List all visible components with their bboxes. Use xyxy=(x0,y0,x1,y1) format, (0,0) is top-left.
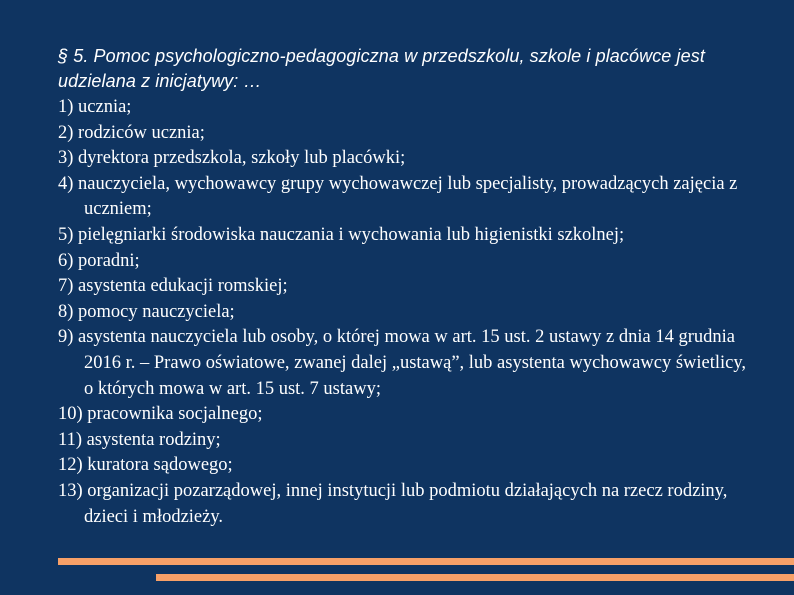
slide-content xyxy=(58,44,758,530)
list-item: 10) pracownika socjalnego; xyxy=(58,404,263,425)
list-item: 3) dyrektora przedszkola, szkoły lub placówki; xyxy=(58,148,406,169)
list-item: 2) rodziców ucznia; xyxy=(58,122,205,143)
accent-bar-bottom xyxy=(156,574,794,581)
list-item: 7) asystenta edukacji romskiej; xyxy=(58,276,288,297)
list-item: 6) poradni; xyxy=(58,250,140,271)
list-item: 9) asystenta nauczyciela lub osoby, o której mowa w art. 15 ust. 2 ustawy z dnia 14 grudnia 2016 r. – Prawo oświatowe, zwanej dalej „ustawą”, lub asystenta wychowawcy świetlicy, o których mowa w art. 15 ust. 7 ustawy; xyxy=(58,327,747,399)
accent-bar-top xyxy=(58,558,794,565)
list-item: 12) kuratora sądowego; xyxy=(58,455,233,476)
list-item: 5) pielęgniarki środowiska nauczania i wychowania lub higienistki szkolnej; xyxy=(58,224,625,245)
list-item: 4) nauczyciela, wychowawcy grupy wychowawczej lub specjalisty, prowadzących zajęcia z uczniem; xyxy=(58,173,738,220)
list-item: 1) ucznia; xyxy=(58,97,132,117)
list-item: 11) asystenta rodziny; xyxy=(58,429,221,450)
list-item: 13) organizacji pozarządowej, innej instytucji lub podmiotu działających na rzecz rodziny, dzieci i młodzieży. xyxy=(58,480,728,527)
list-item: 8) pomocy nauczyciela; xyxy=(58,301,235,322)
slide-heading: § 5. Pomoc psychologiczno-pedagogiczna w przedszkolu, szkole i placówce jest udzielana z inicjatywy: … xyxy=(58,46,705,91)
